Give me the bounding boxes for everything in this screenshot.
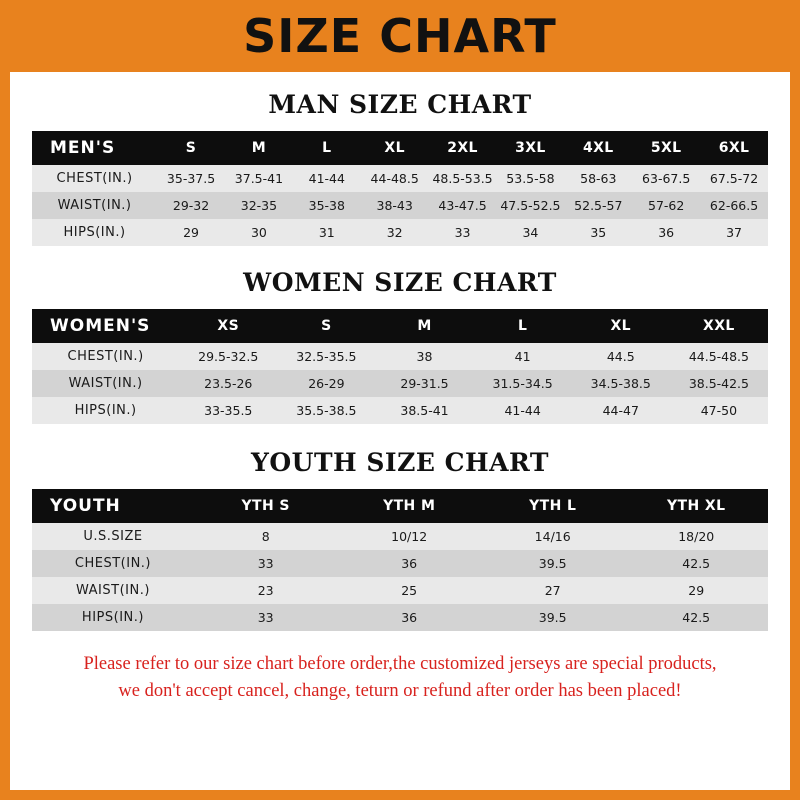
youth-header-s: YTH S	[241, 498, 290, 514]
table-row	[32, 577, 768, 604]
cell: 36	[658, 225, 675, 240]
cell: 38.5-41	[400, 403, 449, 418]
footer-note-line-2: we don't accept cancel, change, teturn or refund after order has been placed!	[118, 680, 682, 701]
cell: 31	[318, 225, 335, 240]
women-table-head	[32, 309, 768, 343]
cell: 26-29	[308, 376, 345, 391]
table-row	[32, 550, 768, 577]
men-table-body	[32, 165, 768, 246]
cell: 42.5	[682, 610, 711, 625]
banner	[10, 0, 790, 72]
women-section-title: WOMEN SIZE CHART	[243, 268, 557, 297]
cell: 14/16	[534, 529, 571, 544]
youth-header-l: YTH L	[529, 498, 577, 514]
youth-header-label: YOUTH	[50, 496, 121, 516]
women-header-l: L	[517, 318, 528, 334]
men-header-5xl: 5XL	[650, 140, 682, 156]
cell: 36	[401, 610, 418, 625]
cell: 27	[544, 583, 561, 598]
row-label: WAIST(IN.)	[57, 198, 132, 213]
youth-table-head	[32, 489, 768, 523]
men-header-xl: XL	[384, 140, 405, 156]
table-row	[32, 219, 768, 246]
men-header-label: MEN'S	[50, 138, 116, 158]
cell: 35-38	[308, 198, 345, 213]
cell: 44-47	[602, 403, 639, 418]
row-label: HIPS(IN.)	[63, 225, 126, 240]
cell: 58-63	[580, 171, 617, 186]
cell: 32-35	[240, 198, 278, 213]
cell: 63-67.5	[642, 171, 691, 186]
cell: 31.5-34.5	[492, 376, 553, 391]
men-header-m: M	[251, 140, 267, 156]
cell: 41-44	[504, 403, 541, 418]
table-row	[32, 604, 768, 631]
cell: 62-66.5	[709, 198, 759, 213]
cell: 33	[257, 556, 274, 571]
men-header-3xl: 3XL	[515, 140, 546, 156]
cell: 29	[183, 225, 199, 240]
cell: 34	[522, 225, 539, 240]
women-header-label: WOMEN'S	[50, 316, 151, 336]
cell: 34.5-38.5	[590, 376, 651, 391]
cell: 57-62	[648, 198, 685, 213]
cell: 30	[250, 225, 267, 240]
cell: 37.5-41	[234, 171, 284, 186]
women-header-xxl: XXL	[703, 318, 735, 334]
cell: 39.5	[538, 610, 567, 625]
youth-section-title: YOUTH SIZE CHART	[251, 448, 549, 477]
row-label: WAIST(IN.)	[68, 376, 143, 391]
table-header-row	[32, 131, 768, 165]
cell: 23.5-26	[204, 376, 253, 391]
cell: 35	[590, 225, 607, 240]
cell: 41	[514, 349, 531, 364]
row-label: U.S.SIZE	[83, 529, 143, 544]
cell: 47.5-52.5	[500, 198, 561, 213]
cell: 48.5-53.5	[432, 171, 493, 186]
content	[10, 90, 790, 705]
cell: 33-35.5	[204, 403, 253, 418]
table-header-row	[32, 489, 768, 523]
cell: 39.5	[538, 556, 567, 571]
men-header-6xl: 6XL	[718, 140, 750, 156]
cell: 36	[401, 556, 418, 571]
table-header-row	[32, 309, 768, 343]
cell: 43-47.5	[438, 198, 487, 213]
cell: 52.5-57	[574, 198, 623, 213]
men-header-2xl: 2XL	[447, 140, 478, 156]
cell: 44.5-48.5	[688, 349, 749, 364]
cell: 35.5-38.5	[296, 403, 357, 418]
cell: 18/20	[678, 529, 715, 544]
footer-note	[32, 651, 768, 705]
table-row	[32, 370, 768, 397]
women-header-xs: XS	[217, 318, 240, 334]
men-header-s: S	[185, 140, 197, 156]
page-title: SIZE CHART	[243, 9, 557, 63]
cell: 37	[726, 225, 742, 240]
cell: 29.5-32.5	[198, 349, 259, 364]
cell: 44-48.5	[370, 171, 419, 186]
cell: 29-31.5	[400, 376, 449, 391]
footer-note-line-1: Please refer to our size chart before order,the customized jerseys are special products,	[83, 654, 717, 674]
women-header-m: M	[417, 318, 432, 334]
men-header-4xl: 4XL	[582, 140, 614, 156]
cell: 35-37.5	[166, 171, 216, 186]
row-label: HIPS(IN.)	[81, 610, 144, 625]
table-row	[32, 397, 768, 424]
cell: 33	[454, 225, 471, 240]
youth-header-m: YTH M	[383, 498, 436, 514]
cell: 67.5-72	[709, 171, 759, 186]
women-size-table	[32, 309, 768, 424]
cell: 42.5	[682, 556, 711, 571]
cell: 44.5	[606, 349, 635, 364]
men-table-head	[32, 131, 768, 165]
cell: 23	[257, 583, 274, 598]
women-header-xl: XL	[610, 318, 631, 334]
cell: 8	[261, 529, 270, 544]
row-label: WAIST(IN.)	[76, 583, 150, 598]
cell: 38.5-42.5	[688, 376, 749, 391]
row-label: HIPS(IN.)	[74, 403, 137, 418]
cell: 41-44	[308, 171, 345, 186]
cell: 10/12	[391, 529, 428, 544]
cell: 29	[688, 583, 705, 598]
youth-table-body	[32, 523, 768, 631]
cell: 47-50	[700, 403, 738, 418]
women-table-body	[32, 343, 768, 424]
cell: 38	[416, 349, 433, 364]
men-header-l: L	[322, 140, 332, 156]
cell: 53.5-58	[506, 171, 555, 186]
cell: 38-43	[376, 198, 413, 213]
bottom-accent-bar	[0, 790, 800, 800]
men-size-table	[32, 131, 768, 246]
youth-header-xl: YTH XL	[667, 498, 726, 514]
cell: 32.5-35.5	[296, 349, 357, 364]
table-row	[32, 165, 768, 192]
cell: 29-32	[172, 198, 210, 213]
table-row	[32, 192, 768, 219]
table-row	[32, 523, 768, 550]
table-row	[32, 343, 768, 370]
men-section-title: MAN SIZE CHART	[268, 90, 532, 119]
cell: 33	[257, 610, 274, 625]
cell: 32	[386, 225, 403, 240]
row-label: CHEST(IN.)	[67, 349, 144, 364]
women-header-s: S	[321, 318, 332, 334]
row-label: CHEST(IN.)	[74, 556, 151, 571]
youth-size-table	[32, 489, 768, 631]
row-label: CHEST(IN.)	[56, 171, 133, 186]
cell: 25	[401, 583, 418, 598]
